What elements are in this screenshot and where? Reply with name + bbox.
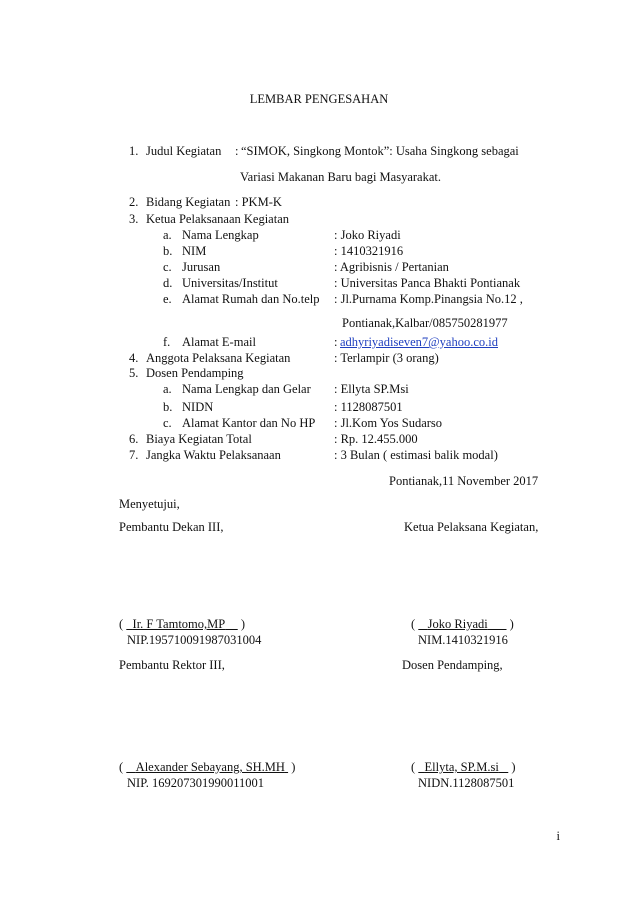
- item-number: 1.: [129, 144, 139, 158]
- sub-value: : Jl.Purnama Komp.Pinangsia No.12 ,: [334, 292, 523, 306]
- signatory-role-left: Pembantu Rektor III,: [119, 658, 225, 672]
- sub-label: Nama Lengkap dan Gelar: [182, 382, 311, 396]
- sub-letter: a.: [163, 382, 172, 396]
- signatory-role-left: Pembantu Dekan III,: [119, 520, 224, 534]
- item-value: “SIMOK, Singkong Montok”: Usaha Singkong sebagai: [241, 144, 519, 158]
- signatory-id-left: NIP. 169207301990011001: [127, 776, 265, 790]
- sub-label: NIDN: [182, 400, 214, 414]
- signatory-name-right: ( Ellyta, SP.M.si ): [411, 760, 516, 774]
- place-date: Pontianak,11 November 2017: [389, 474, 539, 488]
- signatory-name-left: ( Ir. F Tamtomo,MP ): [119, 617, 246, 631]
- signatory-name-left: ( Alexander Sebayang, SH.MH ): [119, 760, 296, 774]
- signatory-role-right: Dosen Pendamping,: [402, 658, 503, 672]
- item-label: Bidang Kegiatan: [146, 195, 231, 209]
- email-link[interactable]: adhyriyadiseven7@yahoo.co.id: [340, 335, 498, 349]
- item-number: 2.: [129, 195, 139, 209]
- item-label: Ketua Pelaksanaan Kegiatan: [146, 212, 289, 226]
- sub-letter: c.: [163, 416, 172, 430]
- item-value: : Terlampir (3 orang): [334, 351, 439, 365]
- signatory-role-right: Ketua Pelaksana Kegiatan,: [404, 520, 539, 534]
- sub-letter: a.: [163, 228, 172, 242]
- sub-label: NIM: [182, 244, 207, 258]
- sub-label: Jurusan: [182, 260, 221, 274]
- item-value: : Rp. 12.455.000: [334, 432, 418, 446]
- sub-letter: f.: [163, 335, 171, 349]
- item-number: 4.: [129, 351, 139, 365]
- sub-label: Alamat E-mail: [182, 335, 256, 349]
- sub-value: : 1410321916: [334, 244, 404, 258]
- item-number: 6.: [129, 432, 139, 446]
- sub-letter: c.: [163, 260, 172, 274]
- sub-label: Nama Lengkap: [182, 228, 259, 242]
- item-label: Biaya Kegiatan Total: [146, 432, 252, 446]
- sub-letter: b.: [163, 400, 173, 414]
- item-number: 5.: [129, 366, 139, 380]
- sub-label: Alamat Rumah dan No.telp: [182, 292, 320, 306]
- sub-label: Alamat Kantor dan No HP: [182, 416, 316, 430]
- item-colon: :: [235, 144, 239, 158]
- item-value-continued: Variasi Makanan Baru bagi Masyarakat.: [240, 170, 441, 184]
- item-label: Dosen Pendamping: [146, 366, 244, 380]
- item-label: Judul Kegiatan: [146, 144, 222, 158]
- page-title: LEMBAR PENGESAHAN: [249, 92, 389, 106]
- sub-value: : Ellyta SP.Msi: [334, 382, 409, 396]
- sub-value: : Jl.Kom Yos Sudarso: [334, 416, 443, 430]
- sub-value: : Universitas Panca Bhakti Pontianak: [334, 276, 521, 290]
- signatory-id-left: NIP.195710091987031004: [127, 633, 262, 647]
- sub-value: : Agribisnis / Pertanian: [334, 260, 449, 274]
- item-label: Jangka Waktu Pelaksanaan: [146, 448, 281, 462]
- signatory-name-right: ( Joko Riyadi ): [411, 617, 514, 631]
- sub-letter: d.: [163, 276, 173, 290]
- item-value: : PKM-K: [235, 195, 282, 209]
- approval-heading: Menyetujui,: [119, 497, 180, 511]
- item-number: 3.: [129, 212, 139, 226]
- sub-value: : 1128087501: [334, 400, 403, 414]
- item-number: 7.: [129, 448, 139, 462]
- sub-letter: b.: [163, 244, 173, 258]
- signatory-id-right: NIM.1410321916: [418, 633, 508, 647]
- sub-label: Universitas/Institut: [182, 276, 278, 290]
- page-number: i: [556, 829, 560, 843]
- sub-letter: e.: [163, 292, 172, 306]
- item-label: Anggota Pelaksana Kegiatan: [146, 351, 291, 365]
- sub-value-continued: Pontianak,Kalbar/085750281977: [342, 316, 508, 330]
- item-value: : 3 Bulan ( estimasi balik modal): [334, 448, 498, 462]
- sub-value: : Joko Riyadi: [334, 228, 401, 242]
- signatory-id-right: NIDN.1128087501: [418, 776, 515, 790]
- sub-colon: :: [334, 335, 338, 349]
